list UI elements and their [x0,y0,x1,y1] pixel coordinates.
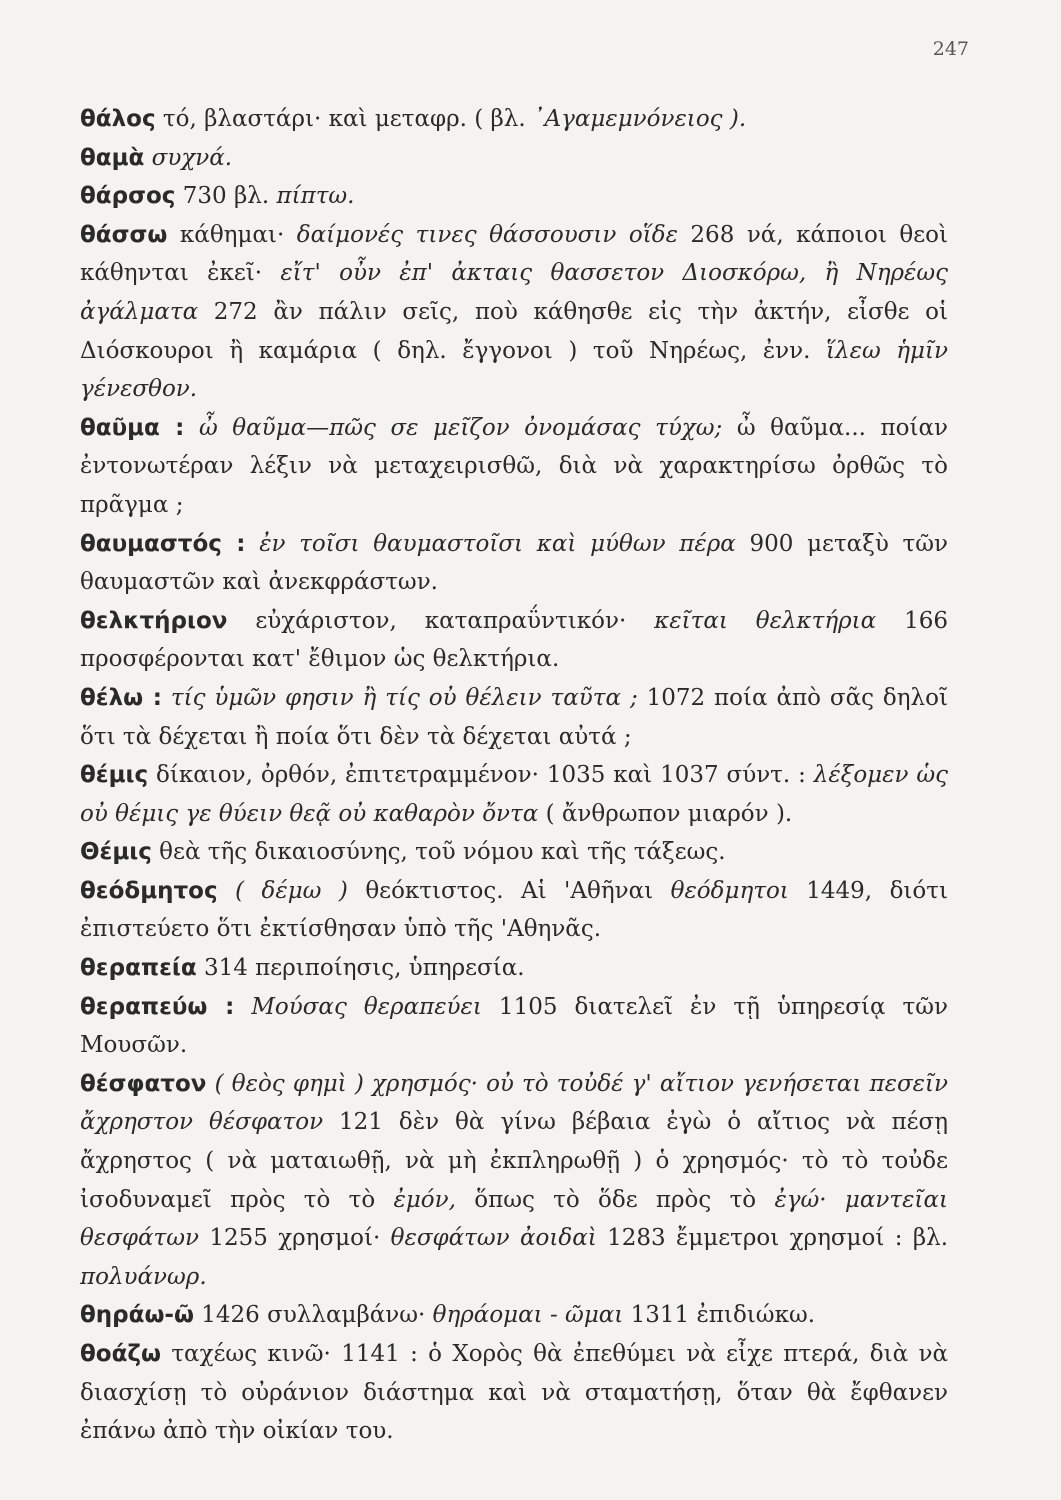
entry-headword: θάσσω [80,221,168,248]
entry-text [162,685,171,711]
entry-quotation: ἵλεω ἡμῖν γένεσθον. [80,337,948,403]
entry-headword: θεραπεία [80,955,197,982]
entry-quotation: εἴτ' οὖν ἐπ' ἀκταις θασσετον Διοσκόρω, ἢ Νηρέως ἀγάλματα [80,260,949,325]
entry-quotation: ἐμόν, [393,1186,456,1213]
page-number: 247 [932,38,969,60]
entry-text: θεόκτιστος. Αἱ 'Αθῆναι [347,877,671,904]
entry-text: 314 περιποίησις, ὑπηρεσία. [196,955,525,982]
entry-headword: θηράω-ῶ [80,1302,194,1329]
dictionary-entry [80,525,948,602]
dictionary-entry [80,872,948,949]
entry-text: τό, βλαστάρι· καὶ μεταφρ. ( βλ. [155,106,534,132]
entry-headword: θελκτήριον [80,607,228,634]
entry-headword: θέμις [80,762,149,789]
entry-quotation: τίς ὑμῶν φησιν ἢ τίς οὐ θέλειν ταῦτα ; [170,684,638,711]
entry-text: ὅπως τὸ ὅδε πρὸς τὸ [455,1186,775,1213]
entry-quotation: ὦ θαῦμα—πῶς σε μεῖζον ὀνομάσας τύχω; [198,414,723,441]
entry-quotation: θεόδμητοι [670,877,789,904]
entry-text: θεὰ τῆς δικαιοσύνης, τοῦ νόμου καὶ τῆς τάξεως. [151,839,726,866]
entry-quotation: ἐν τοῖσι θαυμαστοῖσι καὶ μύθων πέρα [259,530,736,557]
entry-headword: θάλος [80,106,156,132]
entry-quotation: κεῖται θελκτήρια [654,607,877,634]
entry-headword: θέσφατον [80,1070,207,1097]
entry-text: 121 δὲν θὰ γίνω βέβαια ἐγὼ ὁ αἴτιος νὰ πέσῃ ἄχρηστος ( νὰ ματαιωθῇ, νὰ μὴ ἐκπληρωθῇ ) ὁ χρησμός· τὸ τὸ τοὐδε ἰσοδυναμεῖ πρὸς τὸ τὸ [80,1109,949,1213]
entry-headword: θοάζω [80,1341,161,1367]
entry-text: 1283 ἔμμετροι χρησμοί : βλ. [596,1225,949,1252]
entry-text: 900 μεταξὺ τῶν θαυμαστῶν καὶ ἀνεκφράστων. [80,530,949,596]
entry-text: 1072 ποία ἀπὸ σᾶς δηλοῖ ὅτι τὰ δέχεται ἢ ποία ὅτι δὲν τὰ δέχεται αὐτά ; [80,684,948,750]
entry-text: 1311 ἐπιδιώκω. [623,1302,816,1329]
entry-text [218,878,235,904]
dictionary-entry [80,988,948,1065]
entry-text: 1449, διότι ἐπιστεύετο ὅτι ἐκτίσθησαν ὑπὸ τῆς 'Αθηνᾶς. [80,877,949,943]
entry-headword: θαυμαστός : [80,530,246,557]
entry-text: εὐχάριστον, καταπραΰντικόν· [227,607,655,634]
dictionary-entry [80,177,948,216]
entry-headword: θέλω : [80,684,162,711]
entry-quotation: ( δέμω ) [235,877,348,904]
entry-headword: θάρσος [80,183,176,210]
dictionary-entry [80,756,948,833]
dictionary-entry [80,409,948,525]
entry-quotation: πίπτω. [276,183,355,210]
entry-text: ὦ θαῦμα... ποίαν ἐντονωτέραν λέξιν νὰ μεταχειρισθῶ, διὰ νὰ χαρακτηρίσω ὀρθῶς τὸ πρᾶγμα ; [80,414,949,518]
entry-text: 730 βλ. [175,183,277,210]
dictionary-entry [80,1065,948,1297]
entry-headword: θαῦμα : [80,414,185,441]
entry-text: κάθημαι· [167,221,297,248]
entry-headword: θεραπεύω : [80,993,235,1020]
dictionary-entry [80,602,948,679]
entry-quotation: ᾿Αγαμεμνόνειος ). [533,106,747,132]
dictionary-entry [80,679,948,756]
entry-text: δίκαιον, ὀρθόν, ἐπιτετραμμένον· 1035 καὶ 1037 σύντ. : [148,762,814,789]
dictionary-entry [80,833,948,872]
entry-text: ταχέως κινῶ· 1141 : ὁ Χορὸς θὰ ἐπεθύμει νὰ εἶχε πτερά, διὰ νὰ διασχίσῃ τὸ οὐράνιον διάστημα καὶ νὰ σταματήσῃ, ὅταν θὰ ἔφθανεν ἐπάνω ἀπὸ τὴν οἰκίαν του. [80,1341,948,1445]
entry-text: 1255 χρησμοί· [199,1225,391,1252]
dictionary-entry [80,1335,948,1451]
entry-text: 272 ἂν πάλιν σεῖς, ποὺ κάθησθε εἰς τὴν ἀκτήν, εἶσθε οἱ Διόσκουροι ἢ καμάρια ( δηλ. ἔγγονοι ) τοῦ Νηρέως, ἐνν. [80,298,948,364]
entry-quotation: δαίμονές τινες θάσσουσιν οἵδε [296,221,678,248]
entry-quotation: θηράομαι - ῶμαι [432,1302,624,1329]
entry-text: 1426 συλλαμβάνω· [193,1302,433,1329]
entry-quotation: λέξομεν ὡς οὐ θέμις γε θύειν θεᾷ οὐ καθαρὸν ὄντα [80,762,948,827]
entry-quotation: πολυάνωρ. [80,1263,207,1290]
entry-text: 268 νά, κάποιοι θεοὶ κάθηνται ἐκεῖ· [80,221,948,287]
entry-text [234,994,251,1020]
entry-text: 1105 διατελεῖ ἐν τῇ ὑπηρεσίᾳ τῶν Μουσῶν. [80,993,948,1059]
entry-text [184,415,199,441]
entry-text [245,531,259,557]
entry-text: ( ἄνθρωπον μιαρόν ). [538,800,793,827]
entry-quotation: ἐγώ· μαντεῖαι θεσφάτων [80,1186,949,1252]
entry-quotation: συχνά. [151,144,233,171]
entry-quotation: θεσφάτων ἀοιδαὶ [390,1225,597,1252]
dictionary-entry [80,1296,948,1335]
entry-text [144,145,151,171]
dictionary-entry [80,949,948,988]
entry-headword: Θέμις [80,839,152,866]
entry-headword: θεόδμητος [80,877,218,904]
dictionary-entry [80,139,948,178]
dictionary-entry [80,216,948,409]
entry-headword: θαμὰ [80,144,145,171]
entry-quotation: Μούσας θεραπεύει [251,993,482,1020]
dictionary-entry [80,100,948,139]
entry-quotation: ( θεὸς φημὶ ) χρησμός· οὐ τὸ τοὐδέ γ' αἴτιον γενήσεται πεσεῖν ἄχρηστον θέσφατον [80,1070,949,1136]
entry-text [206,1071,214,1097]
entry-text: 166 προσφέρονται κατ' ἔθιμον ὡς θελκτήρια. [80,607,948,673]
dictionary-entries [80,100,948,1451]
